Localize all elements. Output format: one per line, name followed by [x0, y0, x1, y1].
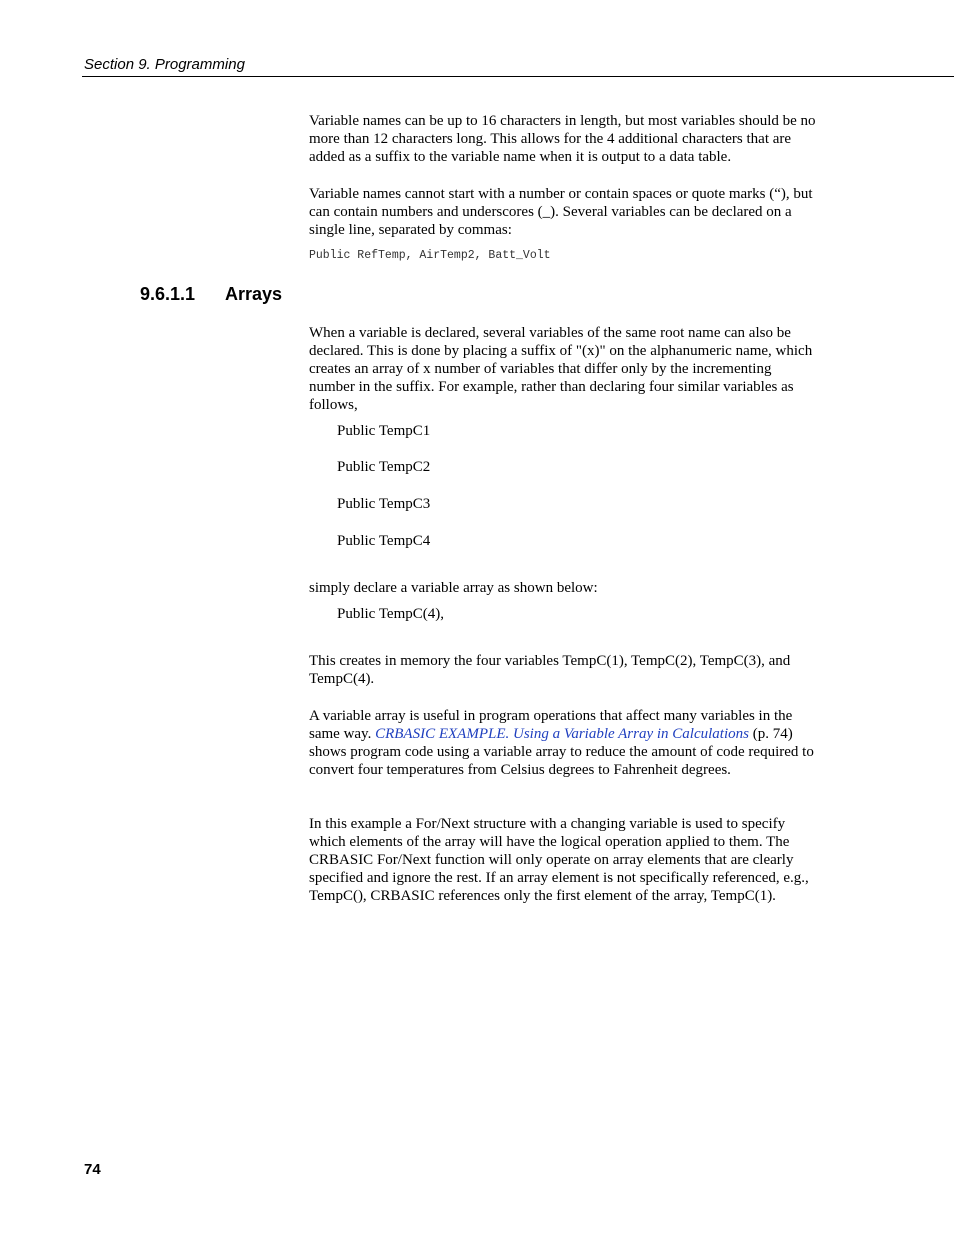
declaration-line: Public TempC3	[337, 496, 431, 512]
declaration-line: Public TempC4	[337, 533, 431, 549]
crbasic-example-link[interactable]: CRBASIC EXAMPLE. Using a Variable Array in Calculations	[375, 726, 749, 742]
code-example: Public RefTemp, AirTemp2, Batt_Volt	[309, 249, 551, 262]
arrays-paragraph-5: In this example a For/Next structure with a changing variable is used to specify which elements of the array will have the logical operation applied to them. The CRBASIC For/Next function will only operate on array elements that are clearly specified and ignore the rest. If an array element is not specifically referenced, e.g., TempC(), CRBASIC references only the first element of the array, TempC(1).	[309, 816, 809, 904]
arrays-paragraph-4	[309, 707, 819, 779]
section-heading	[140, 284, 282, 305]
paragraph-text: (p. 74) shows program code using a variable array to reduce the amount of code required to convert four temperatures from Celsius degrees to Fahrenheit degrees.	[309, 726, 814, 778]
page-number: 74	[84, 1161, 101, 1178]
section-title: Arrays	[225, 284, 283, 304]
declaration-line: Public TempC1	[337, 423, 431, 439]
paragraph-text: A variable array is useful in program operations that affect many variables in the same way.	[309, 708, 793, 742]
intro-paragraph-2: Variable names cannot start with a number or contain spaces or quote marks (“), but can contain numbers and underscores (_). Several variables can be declared on a single line, separated by commas:	[309, 186, 813, 238]
header-rule	[82, 76, 954, 77]
arrays-paragraph-1: When a variable is declared, several variables of the same root name can also be declared. This is done by placing a suffix of "(x)" on the alphanumeric name, which creates an array of x number of variables that differ only by the incrementing number in the suffix. For example, rather than declaring four similar variables as follows,	[309, 325, 813, 413]
arrays-paragraph-2: simply declare a variable array as shown below:	[309, 580, 598, 596]
arrays-paragraph-3: This creates in memory the four variables TempC(1), TempC(2), TempC(3), and TempC(4).	[309, 653, 791, 687]
running-header: Section 9. Programming	[84, 56, 245, 73]
declaration-line: Public TempC2	[337, 459, 431, 475]
intro-paragraph-1: Variable names can be up to 16 characters in length, but most variables should be no more than 12 characters long. This allows for the 4 additional characters that are added as a suffix to the variable name when it is output to a data table.	[309, 113, 816, 165]
section-number: 9.6.1.1	[140, 284, 196, 304]
array-declaration: Public TempC(4),	[337, 606, 444, 622]
